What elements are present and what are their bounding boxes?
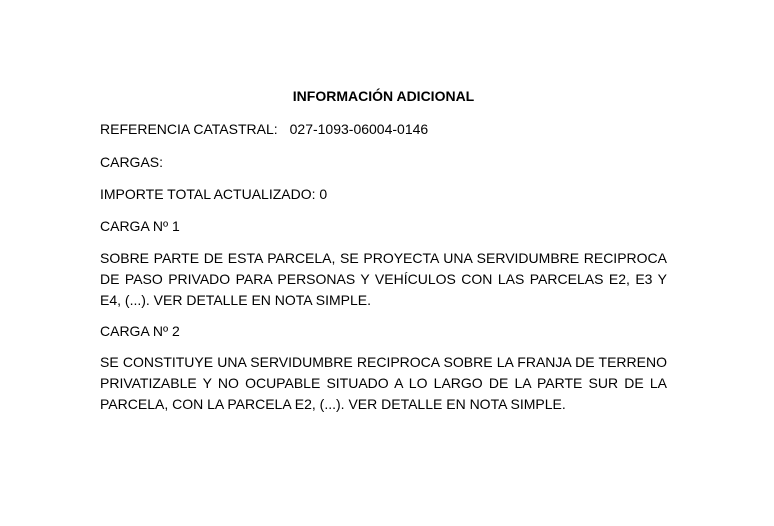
- carga-2-text: SE CONSTITUYE UNA SERVIDUMBRE RECIPROCA SOBRE LA FRANJA DE TERRENO PRIVATIZABLE Y NO OCUPABLE SITUADO A LO LARGO DE LA PARTE SUR DE LA PARCELA, CON LA PARCELA E2, (...). VER DETALLE EN NOTA SIMPLE.: [100, 354, 667, 412]
- referencia-label: REFERENCIA CATASTRAL:: [100, 121, 278, 137]
- referencia-catastral: [100, 121, 667, 138]
- document-page: [100, 0, 667, 526]
- referencia-value: 027-1093-06004-0146: [289, 121, 429, 137]
- importe-total: IMPORTE TOTAL ACTUALIZADO: 0: [100, 186, 328, 202]
- cargas-label: CARGAS:: [100, 154, 164, 170]
- document-title: INFORMACIÓN ADICIONAL: [292, 88, 475, 104]
- carga-1-text: SOBRE PARTE DE ESTA PARCELA, SE PROYECTA UNA SERVIDUMBRE RECIPROCA DE PASO PRIVADO PARA PERSONAS Y VEHÍCULOS CON LAS PARCELAS E2, E3 Y E4, (...). VER DETALLE EN NOTA SIMPLE.: [100, 250, 667, 308]
- carga-2-heading: CARGA Nº 2: [100, 323, 180, 339]
- carga-1-heading: CARGA Nº 1: [100, 218, 180, 234]
